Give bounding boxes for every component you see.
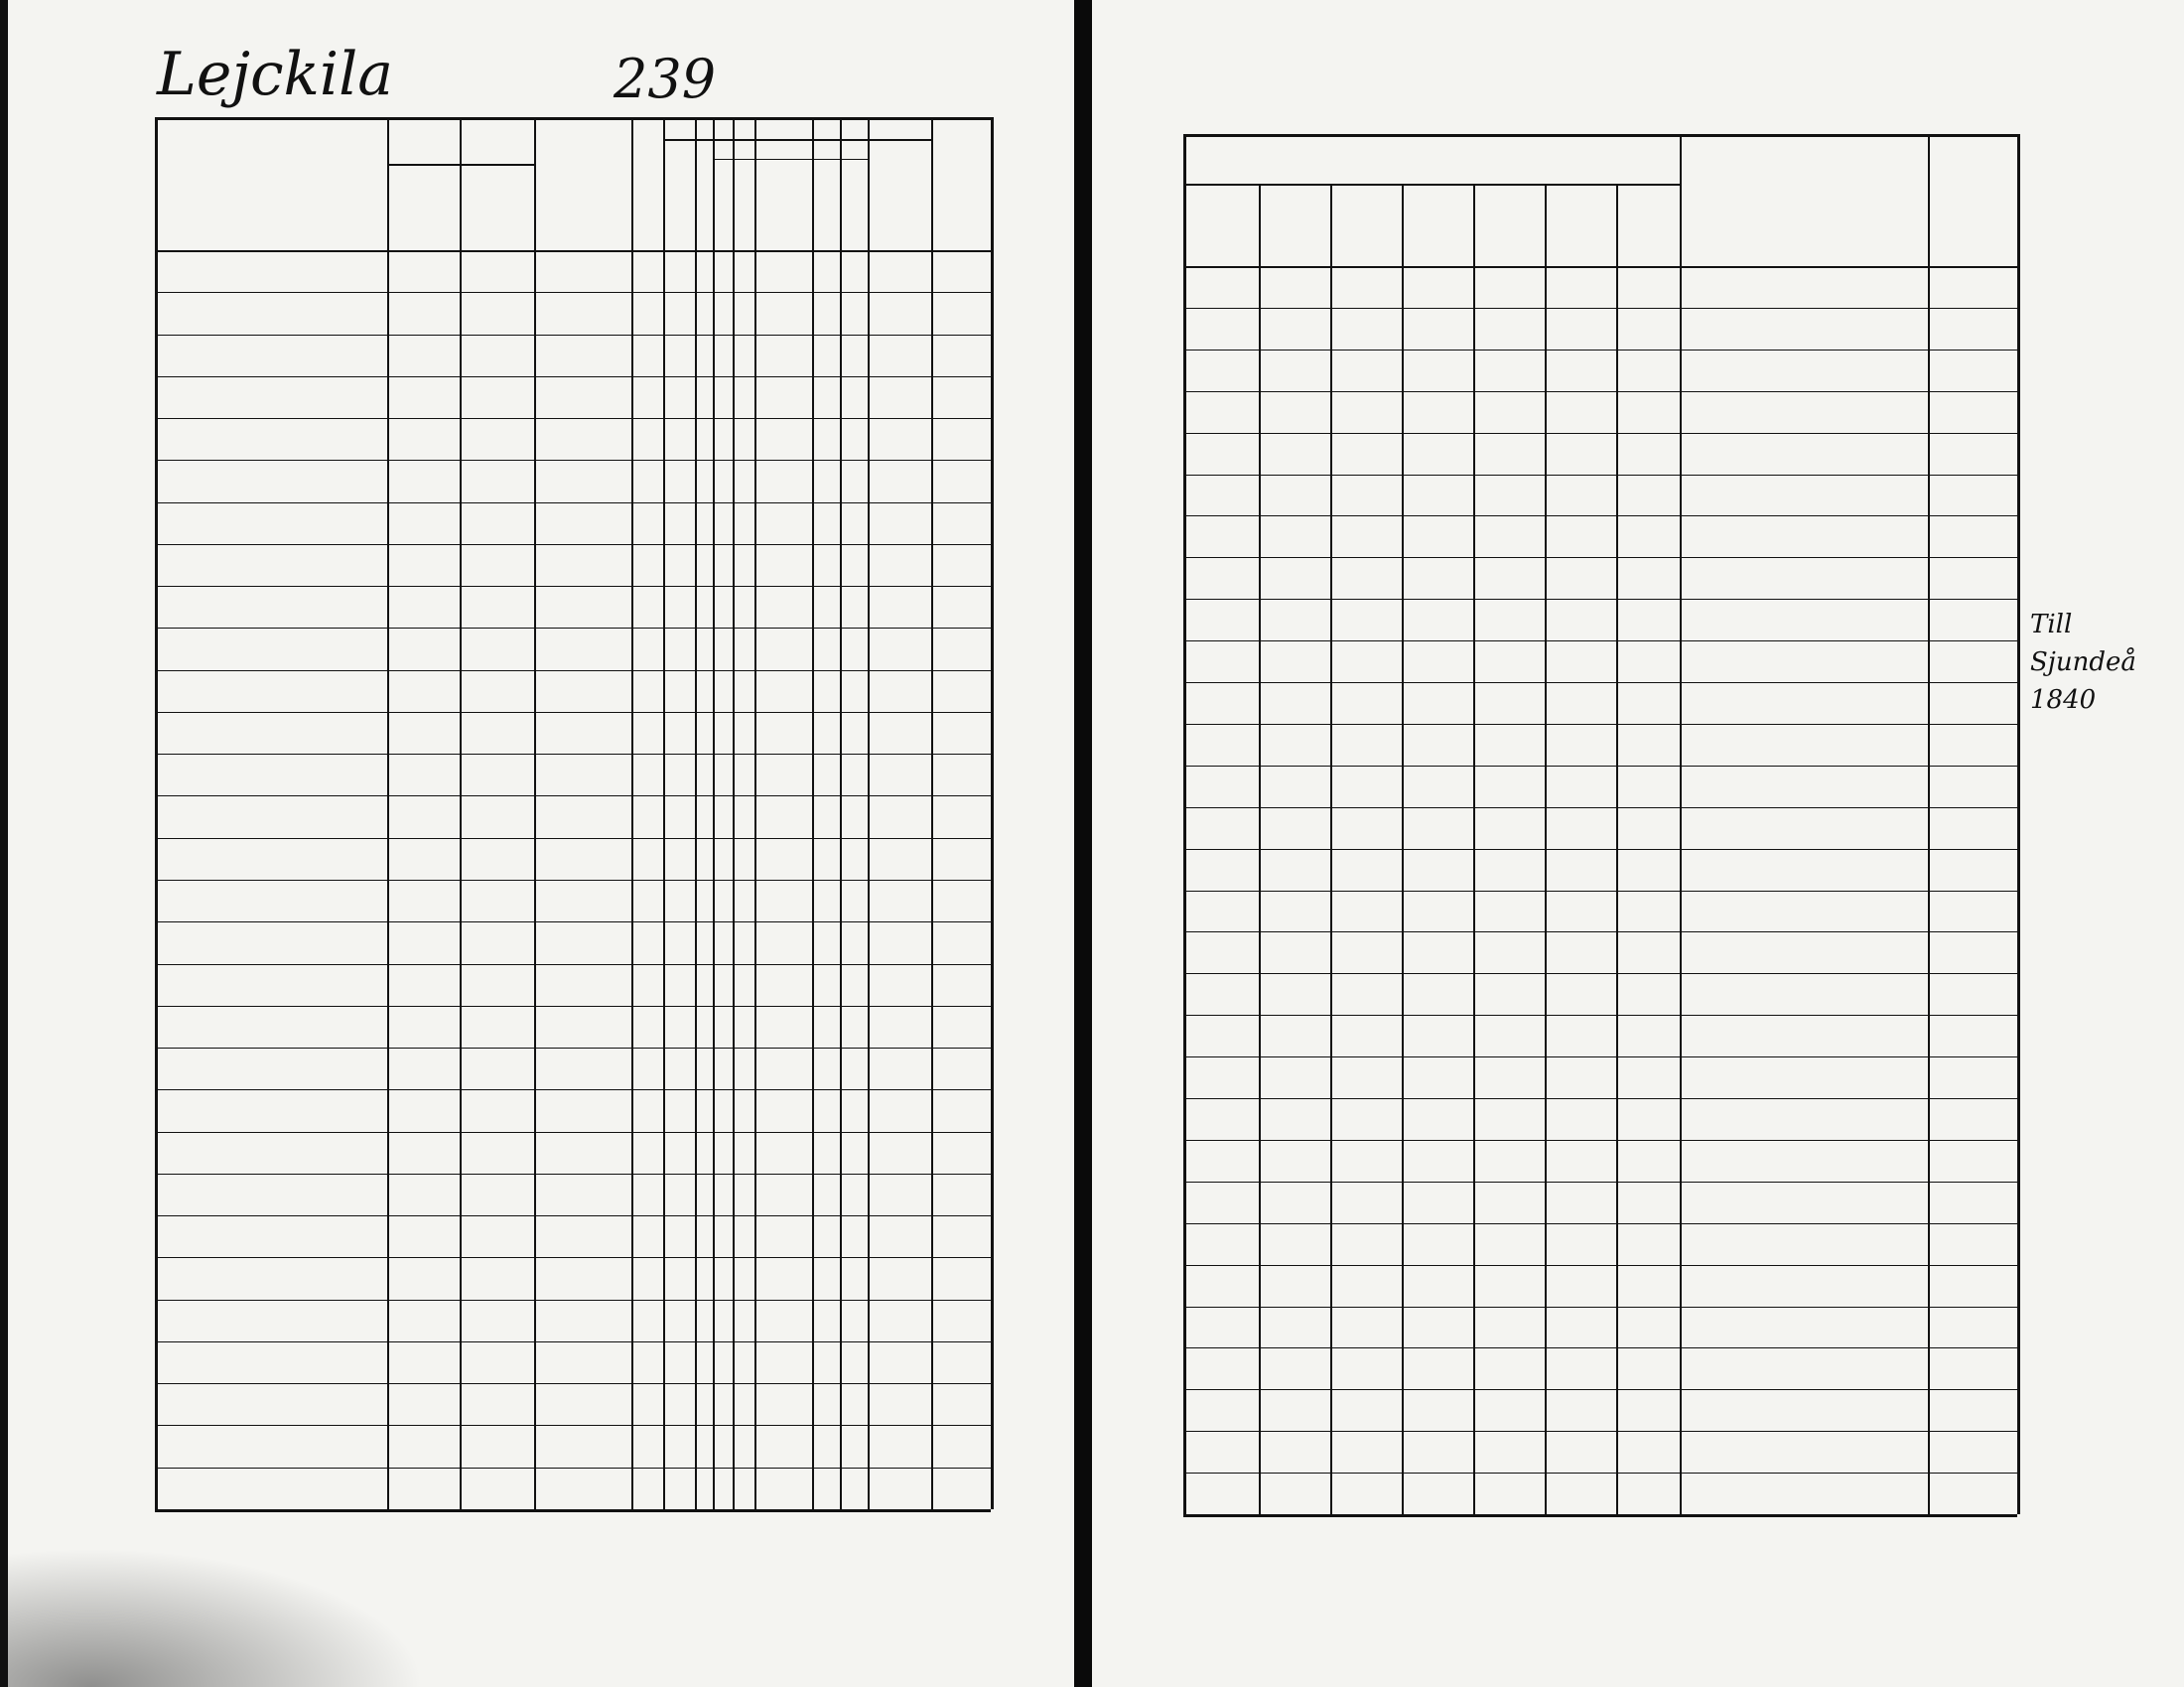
rule-horizontal [1183,1015,2017,1016]
rule-horizontal [155,1300,991,1301]
rule-horizontal [1183,1265,2017,1266]
rule-horizontal [1183,1098,2017,1099]
page-number: 239 [614,48,717,110]
rule-vertical [991,117,994,1509]
rule-horizontal [1183,849,2017,850]
rule-horizontal [155,1257,991,1258]
rule-vertical [1680,134,1682,1514]
rule-horizontal [155,712,991,713]
rule-vertical [754,117,756,1509]
rule-horizontal [1183,724,2017,725]
rule-horizontal [387,164,534,166]
rule-horizontal [1183,1223,2017,1224]
rule-horizontal [1183,1056,2017,1057]
left-page [8,0,1074,1687]
rule-horizontal [1183,973,2017,974]
rule-horizontal [1183,1514,2017,1517]
rule-horizontal [155,880,991,881]
rule-horizontal [1183,766,2017,767]
rule-horizontal [155,1425,991,1426]
rule-horizontal [155,921,991,922]
rule-horizontal [155,838,991,839]
rule-vertical [663,117,665,1509]
rule-vertical [631,117,633,1509]
rule-horizontal [155,1215,991,1216]
rule-vertical [534,117,536,1509]
rule-horizontal [1183,931,2017,932]
right-page [1092,0,2184,1687]
rule-vertical [155,117,158,1509]
rule-vertical [812,117,814,1509]
rule-horizontal [155,1509,991,1512]
rule-horizontal [1183,891,2017,892]
rule-horizontal [155,1468,991,1469]
rule-horizontal [155,544,991,545]
rule-vertical [868,117,870,1509]
rule-horizontal [155,670,991,671]
rule-horizontal [1183,308,2017,309]
village-title: Lejckila [157,40,394,109]
rule-horizontal [1183,266,2017,268]
rule-horizontal [155,250,991,252]
rule-horizontal [155,1174,991,1175]
rule-vertical [840,117,842,1509]
rule-vertical [733,117,735,1509]
rule-horizontal [1183,184,1680,186]
rule-vertical [1183,134,1186,1514]
rule-horizontal [1183,557,2017,558]
rule-horizontal [155,1383,991,1384]
rule-horizontal [155,586,991,587]
rule-vertical [713,117,715,1509]
rule-horizontal [155,460,991,461]
rule-horizontal [155,376,991,377]
rule-horizontal [155,418,991,419]
rule-horizontal [1183,515,2017,516]
rule-horizontal [1183,1473,2017,1474]
rule-horizontal [155,292,991,293]
rule-vertical [931,117,933,1509]
rule-horizontal [1183,1307,2017,1308]
rule-vertical [1928,134,1930,1514]
rule-horizontal [155,1006,991,1007]
rule-horizontal [155,795,991,796]
rule-horizontal [1183,1389,2017,1390]
page-stain [8,1548,425,1687]
rule-horizontal [1183,433,2017,434]
book-spine [1074,0,1092,1687]
rule-horizontal [155,628,991,629]
rule-horizontal [1183,391,2017,392]
rule-horizontal [155,1048,991,1049]
rule-horizontal [155,1089,991,1090]
rule-horizontal [155,754,991,755]
rule-horizontal [1183,475,2017,476]
rule-horizontal [155,117,991,120]
rule-horizontal [1183,1182,2017,1183]
rule-horizontal [155,335,991,336]
rule-horizontal [1183,134,2017,137]
rule-horizontal [155,502,991,503]
rule-vertical [387,117,389,1509]
rule-horizontal [155,1341,991,1342]
rule-horizontal [1183,1140,2017,1141]
rule-horizontal [1183,599,2017,600]
rule-horizontal [1183,1347,2017,1348]
rule-vertical [460,117,462,1509]
rule-horizontal [1183,682,2017,683]
rule-vertical [2017,134,2020,1514]
rule-horizontal [1183,807,2017,808]
rule-horizontal [1183,1431,2017,1432]
rule-horizontal [155,1132,991,1133]
rule-horizontal [155,964,991,965]
rule-horizontal [1183,640,2017,641]
rule-horizontal [713,159,868,160]
right-margin-note: Till Sjundeå 1840 [2030,610,2136,715]
rule-horizontal [663,139,931,141]
rule-horizontal [1183,350,2017,351]
rule-vertical [695,117,697,1509]
